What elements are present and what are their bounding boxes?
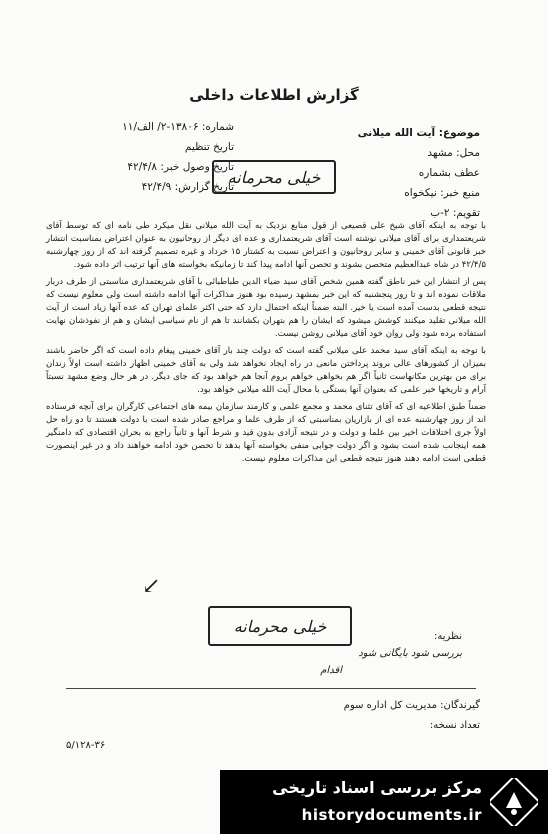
- distribution-section: [100, 696, 480, 736]
- opinion-label: نظریه:: [433, 631, 462, 642]
- confidential-stamp-top: خیلی محرمانه: [212, 160, 336, 194]
- body-paragraph: با توجه به اینکه آقای سید محمد علی میلانی گفته است که دولت چند بار آقای خمینی پیغام داده است که اگر حاضر باشند بمیزان از کشورهای عالی بروند پرداختن مانعی در راه ایجاد نخواهد شد ولی به آقای خمینی اظهار داشته است اولاً زندان برای من بهترین مکانهاست ثانیاً اگر هم بخواهی خواهم بروم آنجا هم خواهد بود که جای دیگر. در هر حال وضع مشهد نسبتاً آرام و تاریخها خبر علمی که بعنوان آنها بستگی با محال آیت الله میلانی خواهد بود.: [46, 346, 486, 395]
- doc-date-field: تاریخ تنظیم: [184, 140, 234, 153]
- watermark-site: historydocuments.ir: [301, 806, 482, 824]
- document-title: گزارش اطلاعات داخلی: [189, 86, 359, 104]
- archive-number: ۵/۱۲۸-۳۶: [66, 740, 106, 751]
- archive-logo-icon: [488, 776, 540, 828]
- confidential-stamp-bottom: خیلی محرمانه: [208, 606, 352, 646]
- report-date-field: تاریخ گزارش: ۴۲/۴/۹: [141, 180, 234, 193]
- receipt-date-field: تاریخ وصول خبر: ۴۲/۴/۸: [127, 160, 234, 173]
- assessment-field: تقویم: ۲-ب: [430, 206, 480, 219]
- handwritten-initial: اقدام: [320, 665, 342, 676]
- copies-field: تعداد نسخه:: [429, 720, 480, 731]
- place-field: محل: مشهد: [427, 146, 480, 159]
- watermark-name: مرکز بررسی اسناد تاریخی: [272, 778, 482, 797]
- handwritten-arrow-icon: ↙: [142, 574, 161, 599]
- source-field: منبع خبر: نیکخواه: [404, 186, 480, 199]
- agent-field: عطف بشماره: [418, 166, 480, 179]
- handwritten-note: بررسی شود بایگانی شود: [358, 648, 462, 659]
- recipients-field: گیرندگان: مدیریت کل اداره سوم: [343, 700, 480, 711]
- footer-divider: [66, 688, 476, 689]
- doc-number-field: شماره: ۱۳۸۰۶-۲/ الف/۱۱: [122, 121, 234, 133]
- opinion-section: [162, 628, 462, 679]
- watermark-banner: [220, 770, 548, 834]
- report-body: [46, 220, 486, 470]
- body-paragraph: با توجه به اینکه آقای شیخ علی قصیعی از قول منابع نزدیک به آیت الله میلانی نقل میکرد طی نامه ای که توسط آقای شریعتمداری برای آقای میلانی نوشته است آقای شریعتمداری و عده ای دیگر از روحانیون به عنوان اعتراض بمناسبت انتشار خبر قانونی آقای خمینی و سایر روحانیون و اعتراض نسبت به کشتار ۱۵ خرداد و غیره تصمیم گرفته اند که از روز چهارشنبه ۴۲/۴/۵ در شاه عبدالعظیم متحصن بشوند و تحصن آنها ادامه پیدا کند تا زمانیکه بخواسته های آنها ترتیب اثر داده شود.: [46, 221, 486, 270]
- body-paragraph: پس از انتشار این خبر ناطق گفته همین شخص آقای سید ضیاء الدین طباطبائی با آقای شریعتمداری مناسبتی از طرف دربار ملاقات نموده اند و تا روز پنجشنبه که این خبر بمشهد رسیده بود هنوز مذاکرات آنها ادامه داشته است ولی معلوم نیست که نتیجه قطعی بدست آمده است یا خیر. البته ضمناً اینکه احتمال دارد که حتی اکثر علمای تهران که عده آنها زیاد است از آیت الله میلانی تقلید میکنند کوشش میشود که ایشان را هم بتهران بکشانند تا هم از نام سیاسی ایشان و هم از نفوذشان نهایت استفاده برده شود ولی روان خود آقای میلانی روشن نیست.: [46, 277, 486, 339]
- header-fields-left: [74, 118, 234, 198]
- body-paragraph: ضمناً طبق اطلاعیه ای که آقای تثنای محمد و مجمع علمی و کارمند سازمان بیمه های اجتماعی کارگران برای آنچه فرستاده اند از روز چهارشنبه عده ای از بازاریان بمناسبتی که از طرف علما و مراجع صادر شده است با دولت هستند تا دو راه حل اولاً جری اختلافات اخیر بین علما و دولت و در نتیجه آزادی بدون قید و شرط آنها و ثانیاً راجع به بحران اقتصادی که دامنگیر همه اینجانب شده است بشود و اگر دولت جوابی منفی بخواسته آنها بدهد تا تحصن خود ادامه خواهند داد و در غیر اینصورت قطعی است ادامه دهند هنوز نتیجه قطعی این مذاکرات معلوم نیست.: [46, 402, 486, 464]
- subject-field: موضوع: آیت الله میلانی: [357, 127, 480, 139]
